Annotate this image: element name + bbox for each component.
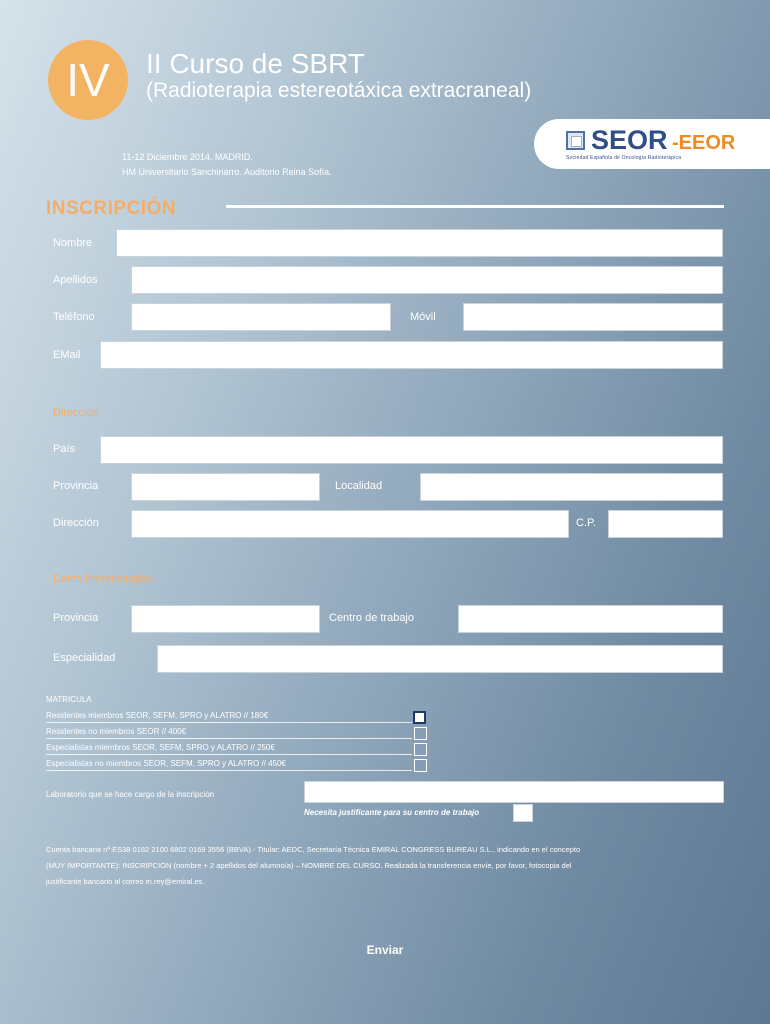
- matricula-option-checkbox[interactable]: [413, 711, 426, 724]
- especialidad-input[interactable]: [157, 645, 723, 673]
- localidad-input[interactable]: [420, 473, 723, 501]
- option-underline: [46, 770, 412, 771]
- course-venue: HM Universitario Sanchinarro. Auditorio Reina Sofía.: [122, 167, 332, 177]
- apellidos-label: Apellidos: [53, 274, 98, 286]
- direccion-heading: Dirección: [53, 407, 99, 419]
- course-number-badge: IV: [48, 40, 128, 120]
- section-divider: [226, 205, 724, 208]
- nombre-input[interactable]: [116, 229, 723, 257]
- justificante-label: Necesita justificante para su centro de trabajo: [304, 808, 480, 817]
- apellidos-input[interactable]: [131, 266, 723, 294]
- send-button[interactable]: Enviar: [366, 943, 404, 957]
- seor-eeor-logo: [534, 119, 770, 169]
- cp-label: C.P.: [576, 517, 596, 529]
- matricula-option-checkbox[interactable]: [414, 727, 427, 740]
- direccion-input[interactable]: [131, 510, 569, 538]
- pais-input[interactable]: [100, 436, 723, 464]
- movil-label: Móvil: [410, 311, 436, 323]
- footer-instructions-line: (MUY IMPORTANTE): INSCRIPCION (nombre + 2 apellidos del alumno/a) – NOMBRE DEL CURSO. Realizada la transferencia envíe, por favor, fotocopia del: [46, 861, 572, 870]
- laboratorio-input[interactable]: [304, 781, 724, 803]
- matricula-option-label: Residentes no miembros SEOR // 400€: [46, 727, 187, 736]
- matricula-option-label: Residentes miembros SEOR, SEFM, SPRO y ALATRO // 180€: [46, 711, 269, 720]
- email-label: EMail: [53, 349, 81, 361]
- especialidad-label: Especialidad: [53, 652, 116, 664]
- logo-tagline: Sociedad Española de Oncología Radioterápica: [566, 155, 682, 161]
- movil-input[interactable]: [463, 303, 723, 331]
- telefono-input[interactable]: [131, 303, 391, 331]
- course-date: 11-12 Diciembre 2014. MADRID.: [122, 152, 253, 162]
- option-underline: [46, 738, 412, 739]
- course-subtitle: (Radioterapia estereotáxica extracraneal): [146, 79, 532, 102]
- footer-bank-line: Cuenta bancaria nº:ES38 0182 2100 6802 0169 3556 (BBVA).- Titular: AEDC, Secretaría Técnica EMIRAL CONGRESS BUREAU S.L., indicando en el concepto: [46, 845, 581, 854]
- option-underline: [46, 722, 412, 723]
- logo-primary-text: SEOR: [591, 125, 668, 155]
- logo-secondary-text: -EEOR: [672, 132, 736, 154]
- matricula-option-label: Especialistas miembros SEOR, SEFM, SPRO y ALATRO // 250€: [46, 743, 275, 752]
- datos-profesionales-heading: Datos Profesionales: [53, 573, 152, 585]
- provincia-input[interactable]: [131, 473, 320, 501]
- prof-provincia-input[interactable]: [131, 605, 320, 633]
- prof-provincia-label: Provincia: [53, 612, 99, 624]
- course-title: II Curso de SBRT: [146, 48, 365, 79]
- seor-logo-icon: [566, 131, 585, 150]
- matricula-option-checkbox[interactable]: [414, 743, 427, 756]
- cp-input[interactable]: [608, 510, 723, 538]
- centro-trabajo-input[interactable]: [458, 605, 723, 633]
- matricula-option-checkbox[interactable]: [414, 759, 427, 772]
- pais-label: País: [53, 443, 76, 455]
- telefono-label: Teléfono: [53, 311, 95, 323]
- section-title-inscripcion: INSCRIPCIÓN: [46, 198, 177, 219]
- provincia-label: Provincia: [53, 480, 99, 492]
- laboratorio-label: Laboratorio que se hace cargo de la inscripción: [46, 790, 215, 799]
- centro-trabajo-label: Centro de trabajo: [329, 612, 414, 624]
- matricula-heading: MATRICULA: [46, 695, 92, 704]
- direccion-label: Dirección: [53, 517, 99, 529]
- option-underline: [46, 754, 412, 755]
- justificante-checkbox[interactable]: [513, 804, 533, 822]
- localidad-label: Localidad: [335, 480, 383, 492]
- nombre-label: Nombre: [53, 237, 93, 249]
- email-input[interactable]: [100, 341, 723, 369]
- footer-email-line: justificante bancario al correo m.rey@emiral.es.: [46, 877, 205, 886]
- matricula-option-label: Especialistas no miembros SEOR, SEFM, SPRO y ALATRO // 450€: [46, 759, 286, 768]
